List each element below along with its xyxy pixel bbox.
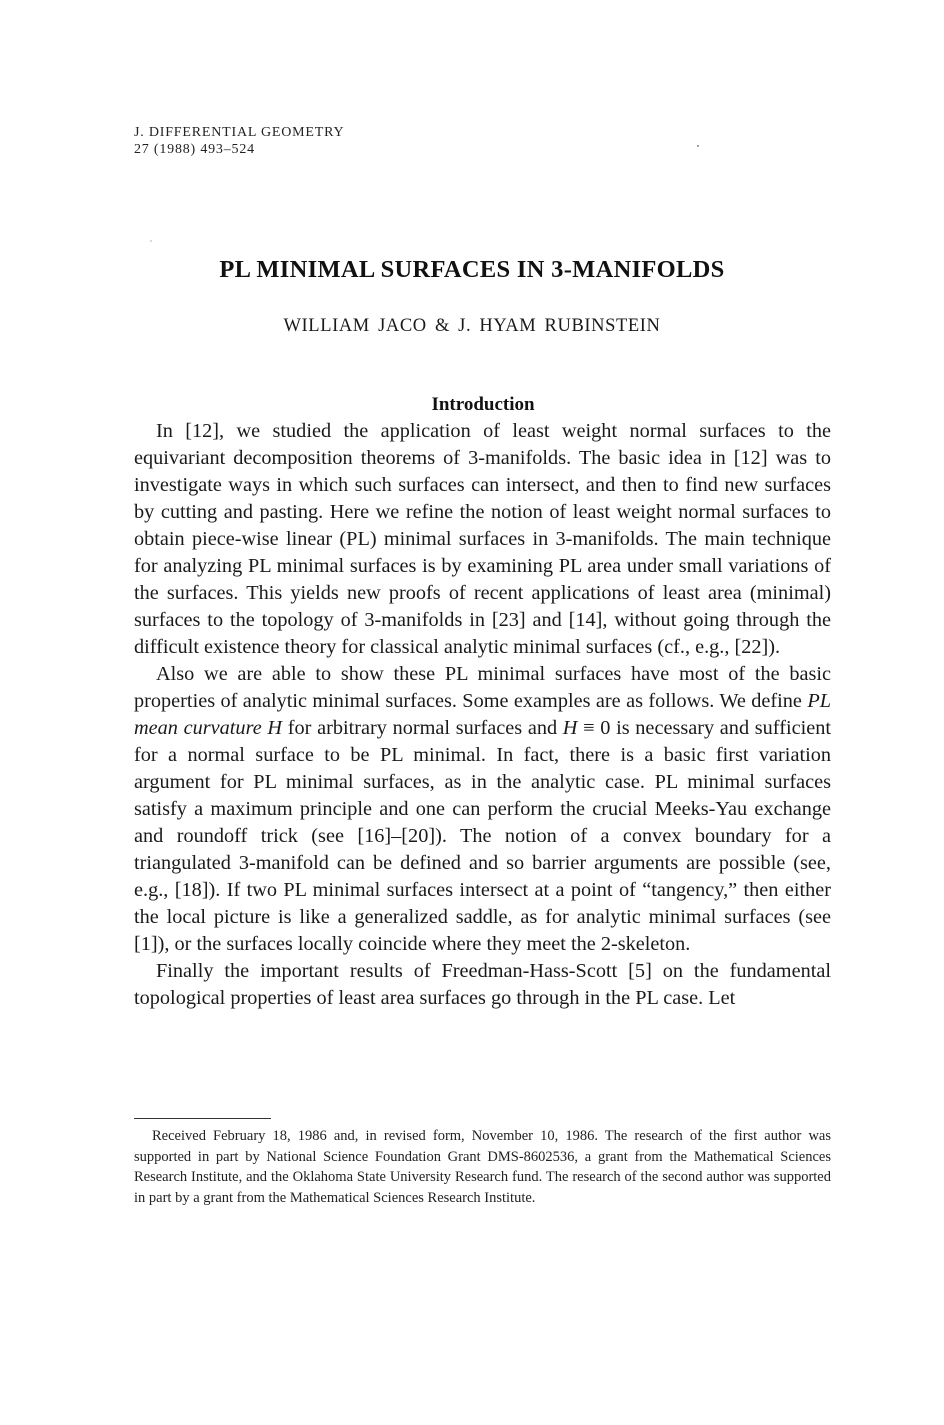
scan-speck <box>697 145 699 147</box>
paragraph-text: Also we are able to show these PL minimal surfaces have most of the basic properties of analytic minimal surfaces. Some examples are as follows. We define <box>134 663 831 712</box>
paragraph-text: ≡ 0 is necessary and sufficient for a normal surface to be PL minimal. In fact, there is a basic first variation argument for PL minimal surfaces, as in the analytic case. PL minimal surfaces satisfy a maximum principle and one can perform the crucial Meeks-Yau exchange and roundoff trick (see [16]–[20]). The notion of a convex boundary for a triangulated 3-manifold can be defined and so barrier arguments are possible (see, e.g., [18]). If two PL minimal surfaces intersect at a point of “tangency,” then either the local picture is like a generalized saddle, as for analytic minimal surfaces (see [1]), or the surfaces locally coincide where they meet the 2-skeleton. <box>134 717 831 955</box>
journal-name: J. DIFFERENTIAL GEOMETRY <box>134 125 345 140</box>
intro-paragraph-2 <box>134 661 831 958</box>
footnote-rule <box>134 1118 271 1119</box>
scan-speck <box>150 240 152 242</box>
footnote <box>134 1126 831 1208</box>
journal-volume-pages: 27 (1988) 493–524 <box>134 142 255 157</box>
intro-paragraph-3: Finally the important results of Freedman-Hass-Scott [5] on the fundamental topological properties of least area surfaces go through in the PL case. Let <box>134 960 831 1009</box>
intro-paragraph-1: In [12], we studied the application of least weight normal surfaces to the equivariant decomposition theorems of 3-manifolds. The basic idea in [12] was to investigate ways in which such surfaces can intersect, and then to find new surfaces by cutting and pasting. Here we refine the notion of least weight normal surfaces to obtain piece-wise linear (PL) minimal surfaces in 3-manifolds. The main technique for analyzing PL minimal surfaces is by examining PL area under small variations of the surfaces. This yields new proofs of recent applications of least area (minimal) surfaces to the topology of 3-manifolds in [23] and [14], without going through the difficult existence theory for classical analytic minimal surfaces (cf., e.g., [22]). <box>134 420 831 658</box>
footnote-text: Received February 18, 1986 and, in revised form, November 10, 1986. The research of the first author was supported in part by National Science Foundation Grant DMS-8602536, a grant from the Mathematical Sciences Research Institute, and the Oklahoma State University Research fund. The research of the second author was supported in part by a grant from the Mathematical Sciences Research Institute. <box>134 1128 831 1206</box>
term-pl-mean-curvature: PL mean curvature H <box>134 690 831 739</box>
symbol-h: H <box>562 717 578 739</box>
journal-citation <box>134 124 344 158</box>
paragraph-text: for arbitrary normal surfaces and <box>282 717 563 739</box>
section-heading-introduction: Introduction <box>431 394 535 415</box>
introduction-body <box>134 418 831 1012</box>
article-title: PL MINIMAL SURFACES IN 3-MANIFOLDS <box>219 256 725 283</box>
article-authors: WILLIAM JACO & J. HYAM RUBINSTEIN <box>283 316 661 336</box>
